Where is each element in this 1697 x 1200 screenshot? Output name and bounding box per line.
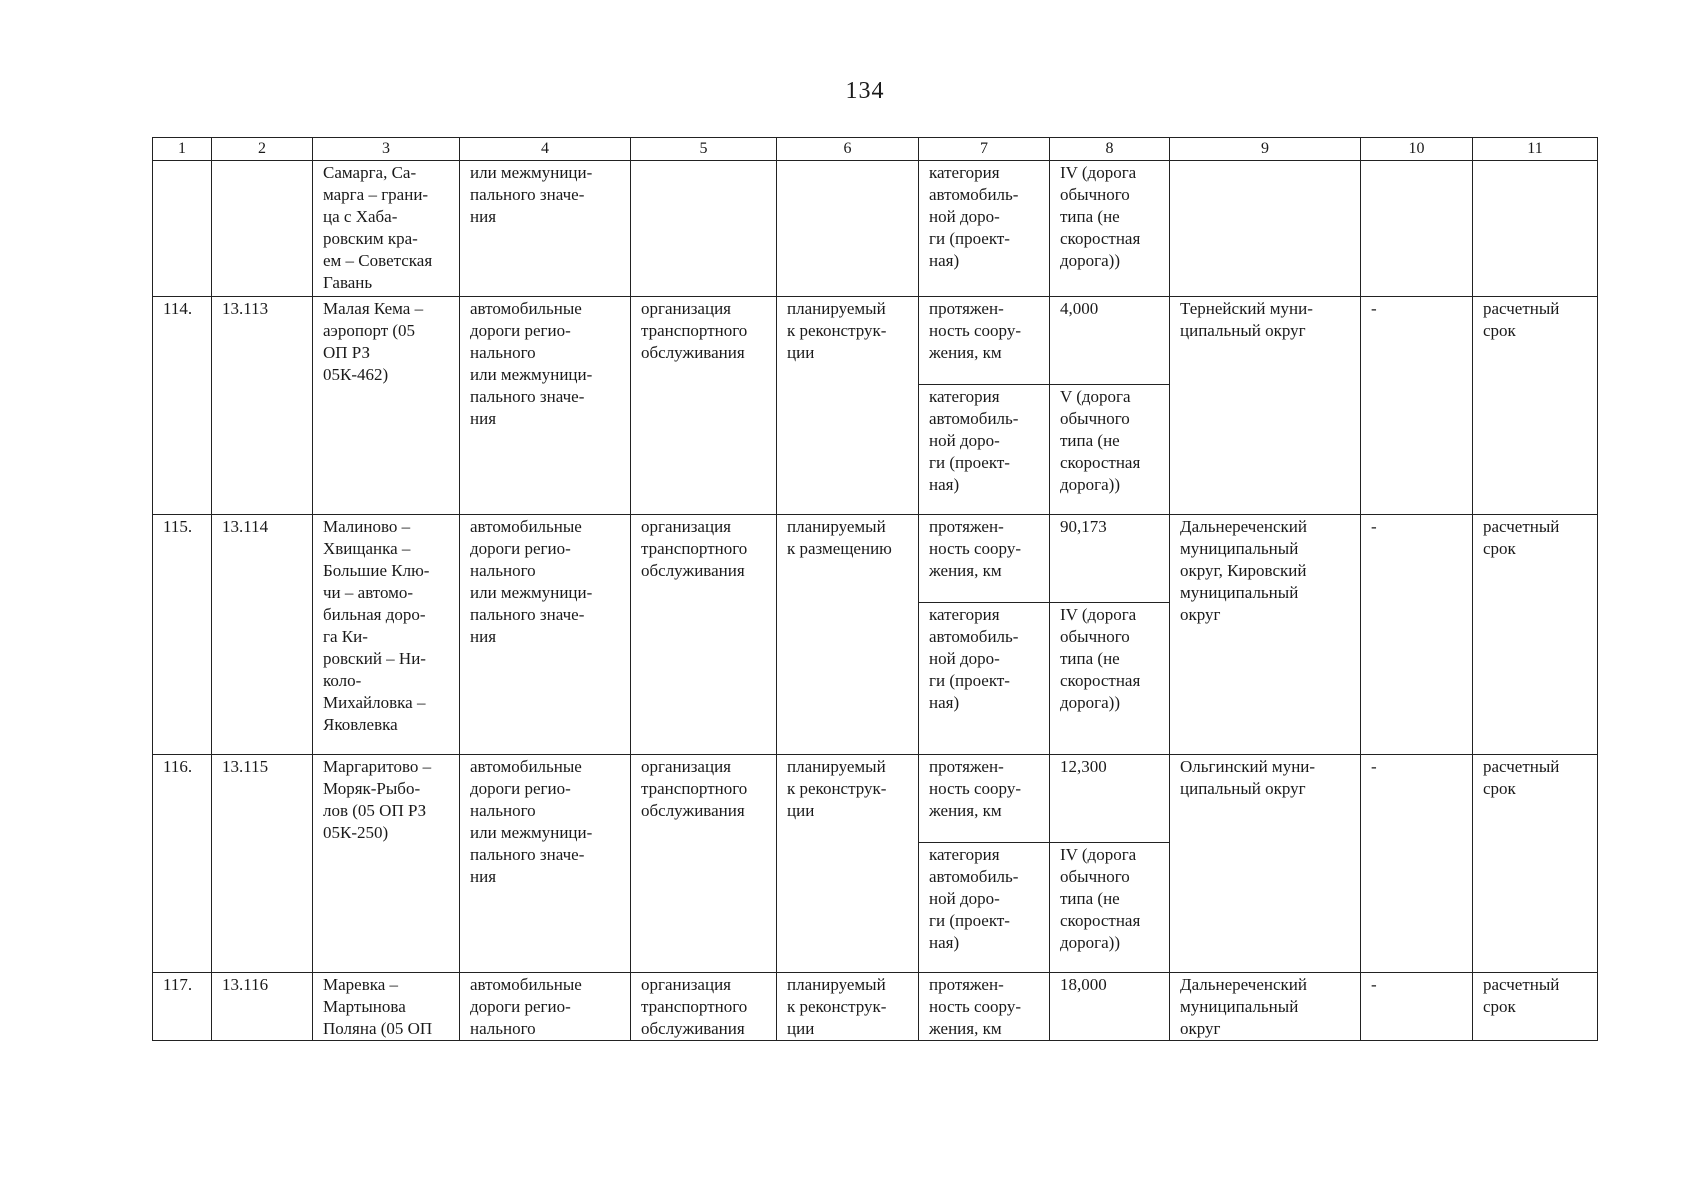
row-number: 116.	[163, 757, 193, 776]
object-name-cell	[313, 515, 460, 755]
object-name: Малиново – Хвищанка – Большие Клю- чи – автомо- бильная доро- га Ки- ровский – Ни- коло- Михайловка – Яковлевка	[323, 517, 430, 734]
zone-value: -	[1371, 975, 1377, 994]
status: планируемый к размещению	[787, 517, 892, 558]
zone-cell	[1361, 755, 1473, 973]
row-number-cell	[153, 515, 212, 755]
location: Тернейский муни- ципальный округ	[1180, 299, 1313, 340]
value-cell	[1050, 843, 1170, 973]
zone-cell	[1361, 973, 1473, 1041]
parameter-cell	[919, 161, 1050, 297]
column-number: 10	[1361, 138, 1473, 161]
column-number: 4	[460, 138, 631, 161]
row-number-cell	[153, 755, 212, 973]
status-cell	[777, 515, 919, 755]
purpose: организация транспортного обслуживания	[641, 299, 748, 362]
value-cell	[1050, 603, 1170, 755]
parameter-cell	[919, 755, 1050, 843]
row-number-cell	[153, 973, 212, 1041]
column-number: 7	[919, 138, 1050, 161]
object-type-cell	[460, 755, 631, 973]
status: планируемый к реконструк- ции	[787, 299, 887, 362]
table-row	[153, 297, 1598, 385]
term: расчетный срок	[1483, 757, 1560, 798]
status-cell	[777, 973, 919, 1041]
cell-empty	[631, 161, 777, 297]
parameter-value: IV (дорога обычного типа (не скоростная дорога))	[1060, 163, 1141, 270]
object-name-cell	[313, 755, 460, 973]
cell-empty	[1361, 161, 1473, 297]
value-cell	[1050, 297, 1170, 385]
cell-empty	[1473, 161, 1598, 297]
value-cell	[1050, 515, 1170, 603]
status: планируемый к реконструк- ции	[787, 757, 887, 820]
zone-value: -	[1371, 757, 1377, 776]
object-code-cell	[212, 297, 313, 515]
zone-cell	[1361, 297, 1473, 515]
location-cell	[1170, 297, 1361, 515]
column-number: 6	[777, 138, 919, 161]
zone-cell	[1361, 515, 1473, 755]
column-number: 2	[212, 138, 313, 161]
parameter-value: 4,000	[1060, 299, 1099, 318]
purpose: организация транспортного обслуживания	[641, 757, 748, 820]
object-type-cell	[460, 161, 631, 297]
object-type: или межмуници- пального значе- ния	[470, 163, 593, 226]
location: Ольгинский муни- ципальный округ	[1180, 757, 1316, 798]
object-code: 13.114	[222, 517, 269, 536]
object-type: автомобильные дороги регио- нального или межмуници- пального значе- ния	[470, 757, 593, 886]
parameter-value: 90,173	[1060, 517, 1107, 536]
parameter-name: категория автомобиль- ной доро- ги (проект- ная)	[929, 163, 1019, 270]
object-type: автомобильные дороги регио- нального	[470, 975, 582, 1038]
table-row	[153, 755, 1598, 843]
location: Дальнереченский муниципальный округ, Кировский муниципальный округ	[1180, 517, 1307, 624]
object-name: Малая Кема – аэропорт (05 ОП РЗ 05К-462)	[323, 299, 424, 384]
object-name-cell	[313, 161, 460, 297]
zone-value: -	[1371, 517, 1377, 536]
column-number: 11	[1473, 138, 1598, 161]
location-cell	[1170, 973, 1361, 1041]
parameter-name: категория автомобиль- ной доро- ги (проект- ная)	[929, 387, 1019, 494]
object-code-cell	[212, 755, 313, 973]
parameter-cell	[919, 515, 1050, 603]
parameter-name: протяжен- ность соору- жения, км	[929, 299, 1021, 362]
term: расчетный срок	[1483, 975, 1560, 1016]
parameter-value: 18,000	[1060, 975, 1107, 994]
term-cell	[1473, 973, 1598, 1041]
cell-empty	[212, 161, 313, 297]
row-number: 117.	[163, 975, 193, 994]
purpose-cell	[631, 755, 777, 973]
column-number-row	[153, 138, 1598, 161]
parameter-name: протяжен- ность соору- жения, км	[929, 757, 1021, 820]
objects-table	[152, 137, 1598, 1041]
row-number: 114.	[163, 299, 193, 318]
term-cell	[1473, 755, 1598, 973]
purpose-cell	[631, 515, 777, 755]
column-number: 8	[1050, 138, 1170, 161]
purpose: организация транспортного обслуживания	[641, 975, 748, 1038]
object-name: Самарга, Са- марга – грани- ца с Хаба- ровским кра- ем – Советская Гавань	[323, 163, 433, 292]
object-code-cell	[212, 973, 313, 1041]
parameter-name: категория автомобиль- ной доро- ги (проект- ная)	[929, 605, 1019, 712]
value-cell	[1050, 755, 1170, 843]
parameter-name: категория автомобиль- ной доро- ги (проект- ная)	[929, 845, 1019, 952]
column-number: 9	[1170, 138, 1361, 161]
object-name-cell	[313, 297, 460, 515]
object-type-cell	[460, 515, 631, 755]
row-number-cell	[153, 297, 212, 515]
table-row	[153, 515, 1598, 603]
parameter-cell	[919, 973, 1050, 1041]
value-cell	[1050, 161, 1170, 297]
purpose: организация транспортного обслуживания	[641, 517, 748, 580]
purpose-cell	[631, 297, 777, 515]
object-code: 13.115	[222, 757, 269, 776]
parameter-name: протяжен- ность соору- жения, км	[929, 975, 1021, 1038]
parameter-cell	[919, 385, 1050, 515]
object-name: Маревка – Мартынова Поляна (05 ОП	[323, 975, 433, 1038]
term-cell	[1473, 515, 1598, 755]
cell-empty	[1170, 161, 1361, 297]
status-cell	[777, 297, 919, 515]
object-type-cell	[460, 297, 631, 515]
object-name: Маргаритово – Моряк-Рыбо- лов (05 ОП РЗ 05К-250)	[323, 757, 432, 842]
object-name-cell	[313, 973, 460, 1041]
table-row	[153, 973, 1598, 1041]
term-cell	[1473, 297, 1598, 515]
parameter-value: IV (дорога обычного типа (не скоростная дорога))	[1060, 845, 1141, 952]
object-code-cell	[212, 515, 313, 755]
page-number: 134	[845, 78, 885, 104]
column-number: 3	[313, 138, 460, 161]
parameter-cell	[919, 843, 1050, 973]
parameter-value: V (дорога обычного типа (не скоростная дорога))	[1060, 387, 1141, 494]
term: расчетный срок	[1483, 299, 1560, 340]
column-number: 5	[631, 138, 777, 161]
location-cell	[1170, 515, 1361, 755]
term: расчетный срок	[1483, 517, 1560, 558]
zone-value: -	[1371, 299, 1377, 318]
cell-empty	[777, 161, 919, 297]
location-cell	[1170, 755, 1361, 973]
object-code: 13.116	[222, 975, 269, 994]
row-number: 115.	[163, 517, 193, 536]
parameter-name: протяжен- ность соору- жения, км	[929, 517, 1021, 580]
parameter-value: 12,300	[1060, 757, 1107, 776]
value-cell	[1050, 385, 1170, 515]
object-type-cell	[460, 973, 631, 1041]
parameter-cell	[919, 603, 1050, 755]
status-cell	[777, 755, 919, 973]
status: планируемый к реконструк- ции	[787, 975, 887, 1038]
object-code: 13.113	[222, 299, 269, 318]
continuation-row	[153, 161, 1598, 297]
purpose-cell	[631, 973, 777, 1041]
cell-empty	[153, 161, 212, 297]
parameter-cell	[919, 297, 1050, 385]
object-type: автомобильные дороги регио- нального или межмуници- пального значе- ния	[470, 517, 593, 646]
parameter-value: IV (дорога обычного типа (не скоростная дорога))	[1060, 605, 1141, 712]
value-cell	[1050, 973, 1170, 1041]
object-type: автомобильные дороги регио- нального или межмуници- пального значе- ния	[470, 299, 593, 428]
column-number: 1	[153, 138, 212, 161]
location: Дальнереченский муниципальный округ	[1180, 975, 1307, 1038]
